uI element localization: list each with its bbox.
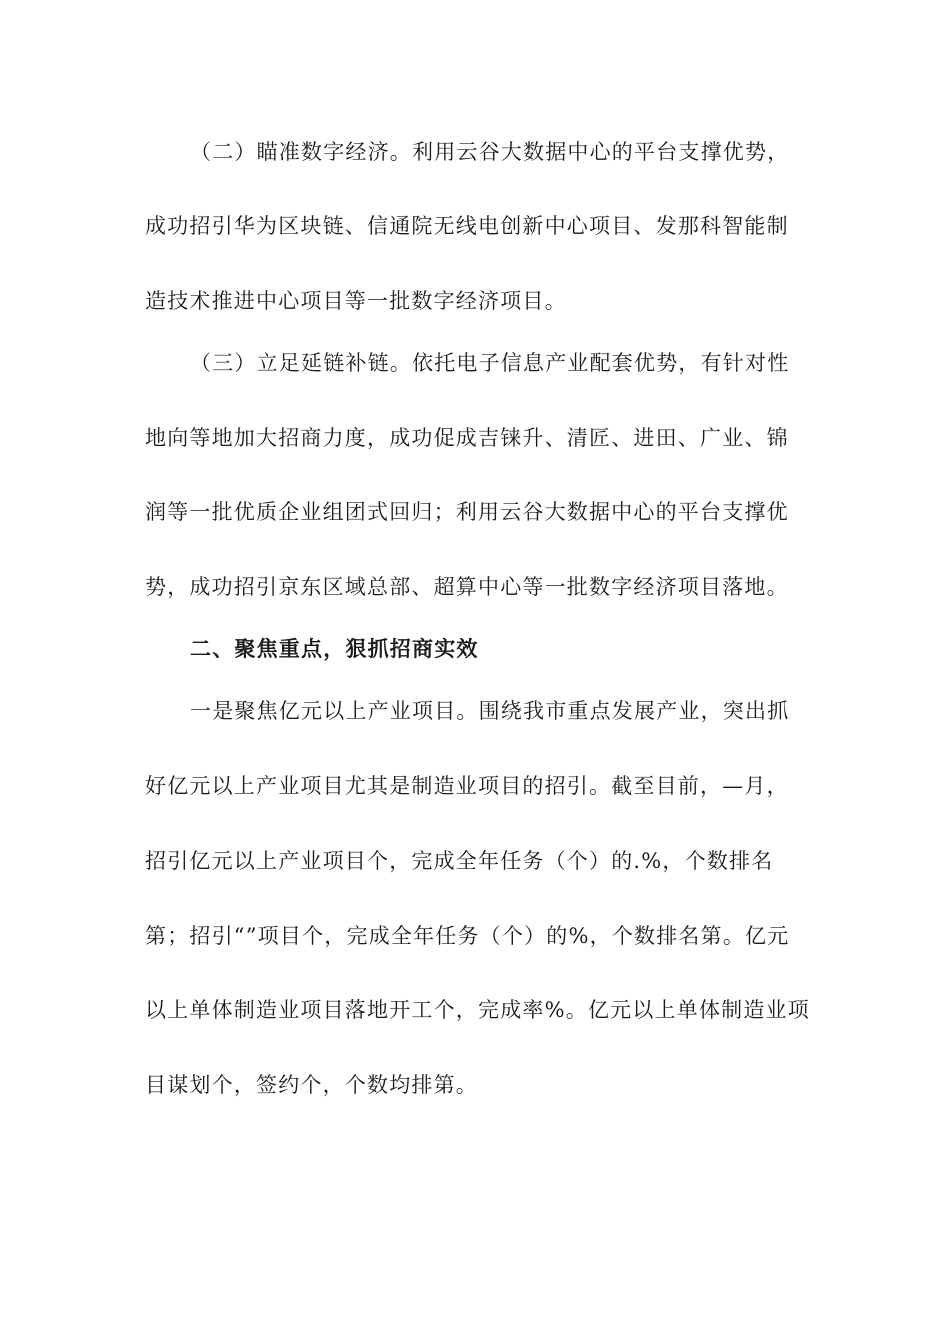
paragraph-3-line-1: （三）立足延链补链。依托电子信息产业配套优势，有针对性	[190, 351, 790, 375]
paragraph-3-line-3: 润等一批优质企业组团式回归；利用云谷大数据中心的平台支撑优	[145, 500, 789, 524]
paragraph-4-line-6: 目谋划个，签约个，个数均排第。	[145, 1073, 478, 1097]
paragraph-3-line-4: 势，成功招引京东区域总部、超算中心等一批数字经济项目落地。	[145, 575, 789, 599]
paragraph-4-line-3: 招引亿元以上产业项目个，完成全年任务（个）的.%，个数排名	[145, 849, 774, 873]
paragraph-2-line-3: 造技术推进中心项目等一批数字经济项目。	[145, 289, 567, 313]
section-heading: 二、聚焦重点，狠抓招商实效	[190, 637, 479, 661]
paragraph-4-line-2: 好亿元以上产业项目尤其是制造业项目的招引。截至目前，—月，	[145, 774, 789, 798]
paragraph-4-line-1: 一是聚焦亿元以上产业项目。围绕我市重点发展产业，突出抓	[190, 699, 790, 723]
paragraph-2-line-1: （二）瞄准数字经济。利用云谷大数据中心的平台支撑优势，	[190, 140, 790, 164]
paragraph-4-line-4: 第；招引“”项目个，完成全年任务（个）的%，个数排名第。亿元	[145, 924, 790, 948]
paragraph-4-line-5: 以上单体制造业项目落地开工个，完成率%。亿元以上单体制造业项	[145, 998, 810, 1022]
paragraph-2-line-2: 成功招引华为区块链、信通院无线电创新中心项目、发那科智能制	[145, 214, 789, 238]
paragraph-3-line-2: 地向等地加大招商力度，成功促成吉铼升、清匠、进田、广业、锦	[145, 426, 789, 450]
